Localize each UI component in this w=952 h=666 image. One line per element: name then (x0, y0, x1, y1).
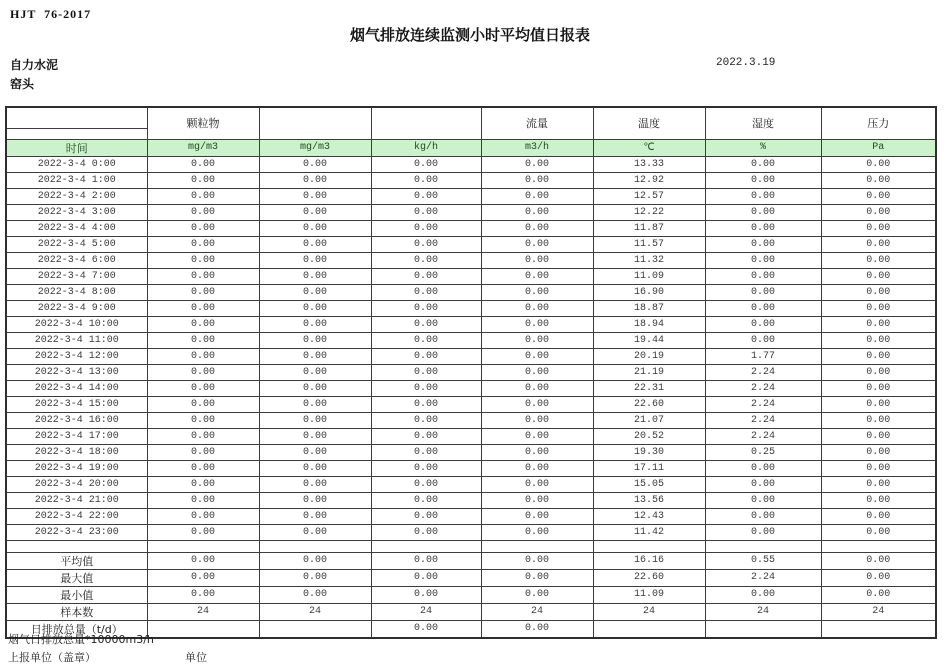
header-pressure: 压力 (821, 107, 936, 139)
summary-value: 0.00 (147, 552, 259, 569)
row-value: 0.00 (371, 300, 481, 316)
unit-label: 单位 (185, 651, 207, 664)
row-value: 18.94 (593, 316, 705, 332)
row-value: 0.00 (147, 412, 259, 428)
table-row (6, 508, 936, 524)
spacer-cell (705, 540, 821, 552)
monitoring-table (5, 106, 937, 639)
row-value: 0.00 (481, 204, 593, 220)
row-value: 0.00 (259, 444, 371, 460)
row-value: 0.00 (147, 300, 259, 316)
table-row (6, 268, 936, 284)
row-value: 11.57 (593, 236, 705, 252)
row-time: 2022-3-4 17:00 (6, 428, 147, 444)
row-value: 0.00 (705, 236, 821, 252)
row-value: 0.00 (147, 444, 259, 460)
row-value: 0.00 (705, 492, 821, 508)
summary-row (6, 603, 936, 620)
row-value: 12.43 (593, 508, 705, 524)
row-time: 2022-3-4 5:00 (6, 236, 147, 252)
row-time: 2022-3-4 12:00 (6, 348, 147, 364)
header-particulate: 颗粒物 (147, 107, 259, 139)
table-row (6, 460, 936, 476)
row-value: 0.00 (259, 412, 371, 428)
row-value: 0.00 (481, 460, 593, 476)
table-row (6, 316, 936, 332)
row-value: 0.00 (481, 348, 593, 364)
summary-value (821, 620, 936, 638)
row-value: 0.00 (147, 492, 259, 508)
row-value: 0.00 (371, 220, 481, 236)
summary-label: 最小值 (6, 586, 147, 603)
row-value: 0.00 (705, 300, 821, 316)
row-value: 0.00 (259, 348, 371, 364)
row-value: 0.00 (821, 396, 936, 412)
spacer-cell (371, 540, 481, 552)
summary-row (6, 552, 936, 569)
row-value: 0.00 (821, 284, 936, 300)
row-value: 0.00 (147, 348, 259, 364)
header-temperature: 温度 (593, 107, 705, 139)
unit-percent: % (705, 139, 821, 156)
row-value: 0.00 (821, 364, 936, 380)
row-value: 0.00 (147, 284, 259, 300)
summary-value: 0.00 (259, 569, 371, 586)
summary-value: 0.00 (259, 552, 371, 569)
summary-label: 日排放总量（t/d） (6, 620, 147, 638)
row-value: 20.52 (593, 428, 705, 444)
row-value: 11.32 (593, 252, 705, 268)
row-value: 0.00 (259, 428, 371, 444)
summary-value: 2.24 (705, 569, 821, 586)
row-value: 0.00 (481, 524, 593, 540)
row-value: 0.00 (481, 220, 593, 236)
row-value: 0.00 (481, 492, 593, 508)
row-value: 0.00 (481, 508, 593, 524)
table-row (6, 204, 936, 220)
company-name: 自力水泥 (10, 58, 59, 72)
summary-value: 0.00 (481, 569, 593, 586)
summary-value: 24 (147, 603, 259, 620)
row-value: 2.24 (705, 412, 821, 428)
row-value: 0.00 (705, 460, 821, 476)
row-value: 0.00 (481, 268, 593, 284)
row-value: 22.60 (593, 396, 705, 412)
row-value: 0.00 (821, 188, 936, 204)
row-value: 19.44 (593, 332, 705, 348)
header-blank-col4 (371, 107, 481, 139)
row-value: 0.00 (259, 364, 371, 380)
table-row (6, 284, 936, 300)
row-time: 2022-3-4 23:00 (6, 524, 147, 540)
row-time: 2022-3-4 19:00 (6, 460, 147, 476)
row-time: 2022-3-4 2:00 (6, 188, 147, 204)
row-value: 0.00 (481, 476, 593, 492)
row-value: 0.00 (821, 236, 936, 252)
row-value: 0.00 (147, 460, 259, 476)
summary-label: 平均值 (6, 552, 147, 569)
row-value: 2.24 (705, 380, 821, 396)
row-value: 0.00 (259, 268, 371, 284)
table-row (6, 188, 936, 204)
row-value: 0.00 (259, 236, 371, 252)
row-value: 0.00 (259, 220, 371, 236)
spacer-cell (481, 540, 593, 552)
page-title: 烟气排放连续监测小时平均值日报表 (349, 26, 590, 44)
table-row (6, 172, 936, 188)
table-row (6, 444, 936, 460)
row-value: 0.00 (705, 476, 821, 492)
spacer-cell (6, 540, 147, 552)
row-value: 0.00 (371, 204, 481, 220)
row-time: 2022-3-4 4:00 (6, 220, 147, 236)
row-value: 0.00 (705, 188, 821, 204)
row-value: 0.00 (705, 156, 821, 172)
row-value: 0.00 (821, 492, 936, 508)
row-time: 2022-3-4 21:00 (6, 492, 147, 508)
row-value: 13.33 (593, 156, 705, 172)
row-value: 15.05 (593, 476, 705, 492)
header-flow: 流量 (481, 107, 593, 139)
row-value: 0.00 (821, 380, 936, 396)
row-time: 2022-3-4 16:00 (6, 412, 147, 428)
row-value: 0.00 (705, 316, 821, 332)
summary-value: 0.00 (371, 620, 481, 638)
row-value: 0.00 (481, 284, 593, 300)
row-value: 0.00 (821, 348, 936, 364)
row-value: 0.00 (259, 284, 371, 300)
row-value: 0.00 (371, 364, 481, 380)
row-value: 0.00 (371, 444, 481, 460)
row-value: 0.00 (481, 380, 593, 396)
row-value: 0.00 (259, 316, 371, 332)
row-value: 16.90 (593, 284, 705, 300)
row-value: 0.00 (371, 332, 481, 348)
summary-value: 0.00 (371, 552, 481, 569)
row-time: 2022-3-4 22:00 (6, 508, 147, 524)
row-value: 0.00 (705, 332, 821, 348)
row-value: 0.00 (147, 332, 259, 348)
row-value: 0.00 (259, 172, 371, 188)
row-value: 0.00 (147, 524, 259, 540)
summary-value: 0.00 (147, 586, 259, 603)
row-value: 18.87 (593, 300, 705, 316)
row-value: 0.00 (147, 364, 259, 380)
summary-value: 0.00 (147, 569, 259, 586)
table-row (6, 156, 936, 172)
row-value: 0.00 (147, 236, 259, 252)
spacer-cell (593, 540, 705, 552)
summary-value: 0.00 (481, 620, 593, 638)
row-value: 0.00 (147, 188, 259, 204)
row-value: 0.00 (481, 428, 593, 444)
row-value: 0.00 (705, 508, 821, 524)
summary-value: 0.00 (371, 569, 481, 586)
row-time: 2022-3-4 6:00 (6, 252, 147, 268)
summary-label: 样本数 (6, 603, 147, 620)
row-value: 0.00 (821, 316, 936, 332)
summary-value: 24 (259, 603, 371, 620)
unit-celsius: ℃ (593, 139, 705, 156)
row-value: 0.00 (371, 476, 481, 492)
row-value: 11.42 (593, 524, 705, 540)
flue-gas-total-note: 烟气日排放总量*10000m3/h (8, 633, 154, 646)
row-time: 2022-3-4 13:00 (6, 364, 147, 380)
report-unit-seal-label: 上报单位（盖章） (8, 651, 96, 664)
summary-value: 0.00 (259, 586, 371, 603)
summary-value: 22.60 (593, 569, 705, 586)
spacer-row (6, 540, 936, 552)
row-value: 0.00 (705, 284, 821, 300)
table-row (6, 300, 936, 316)
row-value: 0.00 (705, 204, 821, 220)
summary-row (6, 569, 936, 586)
row-value: 0.00 (259, 460, 371, 476)
row-value: 0.00 (371, 268, 481, 284)
table-row (6, 476, 936, 492)
table-row (6, 364, 936, 380)
row-value: 0.00 (147, 252, 259, 268)
table-row (6, 107, 936, 128)
row-value: 0.00 (371, 252, 481, 268)
row-value: 19.30 (593, 444, 705, 460)
row-value: 20.19 (593, 348, 705, 364)
row-time: 2022-3-4 10:00 (6, 316, 147, 332)
row-value: 0.00 (371, 188, 481, 204)
row-value: 11.09 (593, 268, 705, 284)
row-value: 0.00 (371, 236, 481, 252)
row-value: 0.00 (259, 380, 371, 396)
row-value: 0.00 (147, 380, 259, 396)
row-value: 0.00 (821, 524, 936, 540)
row-value: 12.92 (593, 172, 705, 188)
row-value: 0.00 (821, 156, 936, 172)
summary-value: 0.00 (371, 586, 481, 603)
row-value: 0.00 (371, 396, 481, 412)
header-blank-bottom (6, 128, 147, 139)
row-value: 0.00 (481, 396, 593, 412)
summary-value: 24 (593, 603, 705, 620)
row-value: 0.00 (371, 156, 481, 172)
row-value: 0.00 (147, 172, 259, 188)
table-row (6, 252, 936, 268)
row-value: 17.11 (593, 460, 705, 476)
row-value: 0.00 (147, 428, 259, 444)
row-value: 0.00 (147, 220, 259, 236)
row-value: 0.00 (259, 156, 371, 172)
row-value: 0.00 (147, 268, 259, 284)
row-value: 0.00 (259, 332, 371, 348)
summary-value: 0.55 (705, 552, 821, 569)
row-value: 0.00 (481, 156, 593, 172)
row-value: 0.25 (705, 444, 821, 460)
summary-label: 最大值 (6, 569, 147, 586)
row-value: 11.87 (593, 220, 705, 236)
summary-value: 0.00 (821, 586, 936, 603)
summary-value (259, 620, 371, 638)
row-value: 0.00 (259, 204, 371, 220)
row-value: 0.00 (371, 284, 481, 300)
row-value: 0.00 (259, 300, 371, 316)
row-value: 0.00 (821, 476, 936, 492)
row-value: 0.00 (705, 220, 821, 236)
row-value: 0.00 (371, 508, 481, 524)
row-value: 0.00 (821, 412, 936, 428)
unit-row (6, 139, 936, 156)
summary-value: 0.00 (481, 586, 593, 603)
table-row (6, 524, 936, 540)
table-row (6, 332, 936, 348)
standard-number: HJT 76-2017 (10, 7, 92, 21)
unit-m3-h: m3/h (481, 139, 593, 156)
row-value: 0.00 (147, 396, 259, 412)
row-value: 2.24 (705, 364, 821, 380)
station-name: 窑头 (10, 77, 35, 91)
row-value: 0.00 (821, 172, 936, 188)
row-value: 0.00 (705, 252, 821, 268)
row-value: 0.00 (481, 444, 593, 460)
table-row (6, 380, 936, 396)
row-value: 0.00 (821, 508, 936, 524)
row-value: 0.00 (259, 188, 371, 204)
row-value: 0.00 (705, 268, 821, 284)
row-value: 0.00 (705, 172, 821, 188)
row-value: 0.00 (147, 316, 259, 332)
row-value: 2.24 (705, 396, 821, 412)
row-value: 21.19 (593, 364, 705, 380)
row-time: 2022-3-4 8:00 (6, 284, 147, 300)
summary-rows (6, 540, 936, 638)
unit-mg-m3-1: mg/m3 (147, 139, 259, 156)
spacer-cell (821, 540, 936, 552)
row-value: 0.00 (371, 316, 481, 332)
summary-value: 24 (371, 603, 481, 620)
table-row (6, 412, 936, 428)
summary-value: 0.00 (705, 586, 821, 603)
row-value: 0.00 (705, 524, 821, 540)
row-value: 0.00 (259, 396, 371, 412)
row-value: 0.00 (821, 332, 936, 348)
row-value: 0.00 (371, 460, 481, 476)
row-value: 0.00 (371, 172, 481, 188)
summary-value (147, 620, 259, 638)
row-value: 0.00 (821, 460, 936, 476)
row-value: 0.00 (821, 268, 936, 284)
row-value: 12.22 (593, 204, 705, 220)
row-value: 0.00 (481, 236, 593, 252)
row-value: 0.00 (371, 348, 481, 364)
table-row (6, 492, 936, 508)
hourly-rows (6, 156, 936, 540)
row-value: 0.00 (481, 332, 593, 348)
row-value: 0.00 (821, 204, 936, 220)
row-value: 0.00 (371, 428, 481, 444)
row-value: 0.00 (481, 188, 593, 204)
row-value: 0.00 (371, 492, 481, 508)
time-column-header: 时间 (6, 139, 147, 156)
row-value: 0.00 (259, 252, 371, 268)
unit-kg-h: kg/h (371, 139, 481, 156)
row-value: 0.00 (259, 476, 371, 492)
row-time: 2022-3-4 14:00 (6, 380, 147, 396)
row-time: 2022-3-4 18:00 (6, 444, 147, 460)
summary-value: 16.16 (593, 552, 705, 569)
summary-value (593, 620, 705, 638)
summary-value: 0.00 (821, 552, 936, 569)
row-value: 0.00 (481, 364, 593, 380)
spacer-cell (147, 540, 259, 552)
unit-mg-m3-2: mg/m3 (259, 139, 371, 156)
row-value: 0.00 (821, 220, 936, 236)
header-blank-col3 (259, 107, 371, 139)
summary-row (6, 586, 936, 603)
row-value: 0.00 (371, 524, 481, 540)
row-value: 0.00 (821, 428, 936, 444)
table-row (6, 236, 936, 252)
row-value: 22.31 (593, 380, 705, 396)
row-value: 12.57 (593, 188, 705, 204)
row-value: 0.00 (259, 524, 371, 540)
row-value: 0.00 (147, 156, 259, 172)
row-value: 0.00 (821, 444, 936, 460)
row-time: 2022-3-4 15:00 (6, 396, 147, 412)
row-value: 0.00 (371, 380, 481, 396)
row-value: 0.00 (147, 508, 259, 524)
row-value: 13.56 (593, 492, 705, 508)
table-row (6, 396, 936, 412)
row-time: 2022-3-4 9:00 (6, 300, 147, 316)
table-row (6, 220, 936, 236)
row-value: 0.00 (481, 316, 593, 332)
row-value: 0.00 (481, 252, 593, 268)
summary-value: 0.00 (821, 569, 936, 586)
row-value: 1.77 (705, 348, 821, 364)
summary-value: 24 (481, 603, 593, 620)
row-value: 21.07 (593, 412, 705, 428)
header-blank-top (6, 107, 147, 128)
table-row (6, 348, 936, 364)
row-time: 2022-3-4 7:00 (6, 268, 147, 284)
spacer-cell (259, 540, 371, 552)
row-time: 2022-3-4 11:00 (6, 332, 147, 348)
row-value: 0.00 (821, 252, 936, 268)
row-time: 2022-3-4 1:00 (6, 172, 147, 188)
summary-value: 24 (821, 603, 936, 620)
row-time: 2022-3-4 0:00 (6, 156, 147, 172)
summary-value: 24 (705, 603, 821, 620)
row-value: 0.00 (821, 300, 936, 316)
unit-pa: Pa (821, 139, 936, 156)
table-row (6, 428, 936, 444)
row-value: 0.00 (259, 492, 371, 508)
row-value: 0.00 (481, 300, 593, 316)
row-value: 0.00 (259, 508, 371, 524)
row-time: 2022-3-4 3:00 (6, 204, 147, 220)
row-value: 0.00 (481, 412, 593, 428)
summary-value: 11.09 (593, 586, 705, 603)
row-value: 0.00 (147, 476, 259, 492)
row-time: 2022-3-4 20:00 (6, 476, 147, 492)
row-value: 2.24 (705, 428, 821, 444)
summary-value: 0.00 (481, 552, 593, 569)
summary-value (705, 620, 821, 638)
header-humidity: 湿度 (705, 107, 821, 139)
row-value: 0.00 (481, 172, 593, 188)
report-date: 2022.3.19 (716, 57, 776, 69)
row-value: 0.00 (147, 204, 259, 220)
row-value: 0.00 (371, 412, 481, 428)
